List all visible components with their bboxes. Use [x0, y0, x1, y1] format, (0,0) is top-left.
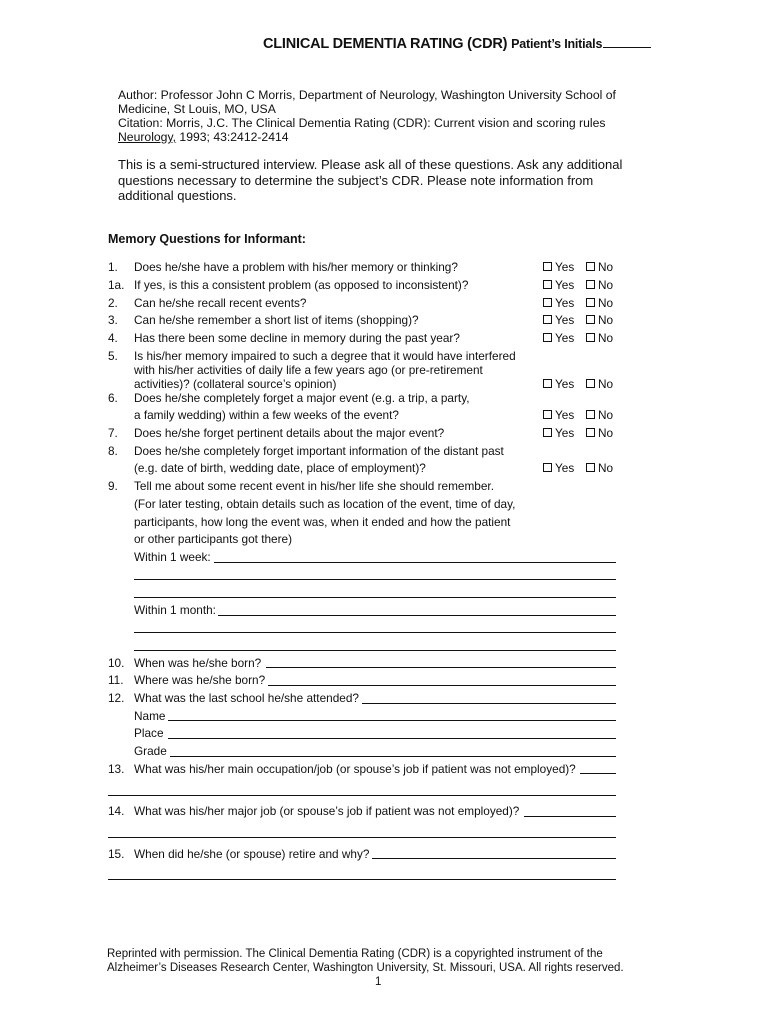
yes-checkbox[interactable] [543, 463, 552, 472]
question-text: When did he/she (or spouse) retire and why? [134, 847, 370, 861]
page-title [263, 36, 651, 52]
yes-no-q4 [543, 331, 574, 345]
no-label: No [598, 331, 614, 345]
question-text: Does he/she completely forget important information of the distant past [134, 444, 504, 458]
question-number: 6. [108, 391, 118, 405]
no-label: No [598, 408, 614, 422]
question-number: 12. [108, 691, 125, 705]
within-week-field[interactable] [134, 597, 616, 598]
yes-no-q1 [543, 260, 574, 274]
school-name-field[interactable] [168, 720, 616, 721]
question-number: 11. [108, 673, 124, 687]
within-month-field[interactable] [218, 615, 616, 616]
question-number: 1. [108, 260, 118, 274]
question-text: If yes, is this a consistent problem (as opposed to inconsistent)? [134, 278, 469, 292]
school-grade-label: Grade [134, 744, 167, 758]
no-option-q1 [586, 260, 613, 274]
yes-checkbox[interactable] [543, 280, 552, 289]
last-school-field[interactable] [362, 703, 616, 704]
intro-line: questions necessary to determine the subject’s CDR. Please note information from [118, 172, 594, 188]
birth-date-field[interactable] [266, 667, 616, 668]
within-week-label: Within 1 week: [134, 550, 211, 564]
no-checkbox[interactable] [586, 262, 595, 271]
footer-line: Alzheimer’s Diseases Research Center, Washington University, St. Missouri, USA. All rights reserved. [107, 962, 624, 974]
major-job-field[interactable] [524, 816, 616, 817]
yes-no-q7 [543, 426, 574, 440]
no-label: No [598, 278, 614, 292]
page-number: 1 [375, 976, 382, 988]
question-text: Does he/she completely forget a major event (e.g. a trip, a party, [134, 391, 470, 405]
no-option-q1a [586, 278, 613, 292]
no-checkbox[interactable] [586, 410, 595, 419]
question-text: participants, how long the event was, when it ended and how the patient [134, 515, 511, 529]
no-option-q4 [586, 331, 613, 345]
question-text: What was his/her main occupation/job (or spouse’s job if patient was not employed)? [134, 762, 576, 776]
intro-line: This is a semi-structured interview. Please ask all of these questions. Ask any additional [118, 157, 623, 172]
question-text: a family wedding) within a few weeks of the event? [134, 408, 399, 422]
question-text: What was his/her major job (or spouse’s job if patient was not employed)? [134, 804, 520, 818]
yes-checkbox[interactable] [543, 333, 552, 342]
no-label: No [598, 313, 614, 327]
school-name-label: Name [134, 709, 166, 723]
question-text: What was the last school he/she attended? [134, 691, 359, 705]
question-text: Is his/her memory impaired to such a degree that it would have interfered [134, 349, 516, 363]
no-option-q2 [586, 296, 613, 310]
within-week-field[interactable] [134, 579, 616, 580]
patient-initials-field[interactable] [603, 47, 651, 48]
yes-checkbox[interactable] [543, 298, 552, 307]
yes-label: Yes [555, 377, 575, 391]
question-number: 14. [108, 804, 125, 818]
yes-label: Yes [555, 408, 575, 422]
no-label: No [598, 461, 614, 475]
question-number: 2. [108, 296, 118, 310]
no-checkbox[interactable] [586, 315, 595, 324]
question-number: 15. [108, 847, 125, 861]
no-option-q8 [586, 461, 613, 475]
yes-label: Yes [555, 260, 575, 274]
yes-label: Yes [555, 461, 575, 475]
no-checkbox[interactable] [586, 463, 595, 472]
question-text: activities)? (collateral source’s opinion) [134, 377, 337, 391]
school-place-field[interactable] [168, 738, 616, 739]
question-number: 9. [108, 479, 118, 493]
patient-initials-label: Patient’s Initials [511, 37, 603, 51]
main-occupation-field[interactable] [108, 795, 616, 796]
question-number: 5. [108, 349, 118, 363]
question-text: Where was he/she born? [134, 673, 266, 687]
yes-checkbox[interactable] [543, 379, 552, 388]
question-text: Does he/she forget pertinent details about the major event? [134, 426, 445, 440]
author-line-2: Medicine, St Louis, MO, USA [118, 102, 276, 116]
yes-label: Yes [555, 426, 575, 440]
yes-checkbox[interactable] [543, 410, 552, 419]
intro-line: additional questions. [118, 188, 237, 203]
question-number: 7. [108, 426, 118, 440]
journal-ref: 1993; 43:2412-2414 [176, 130, 289, 144]
main-occupation-field[interactable] [580, 773, 616, 774]
no-option-q5 [586, 377, 613, 391]
question-number: 13. [108, 762, 125, 776]
yes-label: Yes [555, 313, 575, 327]
yes-no-q8 [543, 461, 574, 475]
copyright-footer [107, 947, 624, 975]
within-month-label: Within 1 month: [134, 603, 216, 617]
question-text: Has there been some decline in memory during the past year? [134, 331, 460, 345]
yes-no-q2 [543, 296, 574, 310]
question-text: Does he/she have a problem with his/her memory or thinking? [134, 260, 458, 274]
question-number: 10. [108, 656, 125, 670]
yes-no-q6 [543, 408, 574, 422]
journal-name: Neurology, [118, 130, 177, 144]
footer-line: Reprinted with permission. The Clinical Dementia Rating (CDR) is a copyrighted instrument of the [107, 948, 603, 960]
author-line-1: Author: Professor John C Morris, Department of Neurology, Washington University School of [118, 88, 616, 102]
retirement-field[interactable] [372, 858, 616, 859]
yes-checkbox[interactable] [543, 262, 552, 271]
retirement-field[interactable] [108, 879, 616, 880]
citation-line-2 [118, 130, 289, 145]
no-label: No [598, 296, 614, 310]
no-option-q3 [586, 313, 613, 327]
intro-paragraph [118, 157, 622, 204]
question-text: with his/her activities of daily life a few years ago (or pre-retirement [134, 363, 483, 377]
no-checkbox[interactable] [586, 333, 595, 342]
question-text: Can he/she remember a short list of items (shopping)? [134, 313, 419, 327]
section-title: Memory Questions for Informant: [108, 232, 306, 246]
no-checkbox[interactable] [586, 298, 595, 307]
question-text: (For later testing, obtain details such as location of the event, time of day, [134, 497, 516, 511]
question-number: 3. [108, 313, 118, 327]
school-place-label: Place [134, 726, 164, 740]
yes-label: Yes [555, 331, 575, 345]
question-number: 8. [108, 444, 118, 458]
yes-label: Yes [555, 278, 575, 292]
no-label: No [598, 377, 614, 391]
yes-checkbox[interactable] [543, 428, 552, 437]
question-number: 4. [108, 331, 118, 345]
question-number: 1a. [108, 278, 125, 292]
within-week-field[interactable] [214, 562, 616, 563]
major-job-field[interactable] [108, 837, 616, 838]
citation-line-1: Citation: Morris, J.C. The Clinical Dementia Rating (CDR): Current vision and scoring rules [118, 116, 606, 130]
birth-place-field[interactable] [268, 685, 616, 686]
question-text: (e.g. date of birth, wedding date, place of employment)? [134, 461, 426, 475]
no-option-q7 [586, 426, 613, 440]
question-text: or other participants got there) [134, 532, 293, 546]
yes-no-q3 [543, 313, 574, 327]
no-label: No [598, 426, 614, 440]
within-month-field[interactable] [134, 632, 616, 633]
yes-checkbox[interactable] [543, 315, 552, 324]
yes-no-q5 [543, 377, 574, 391]
question-text: Can he/she recall recent events? [134, 296, 307, 310]
form-title: CLINICAL DEMENTIA RATING (CDR) [263, 36, 508, 52]
no-checkbox[interactable] [586, 280, 595, 289]
no-label: No [598, 260, 614, 274]
no-checkbox[interactable] [586, 428, 595, 437]
question-text: Tell me about some recent event in his/her life she should remember. [134, 479, 494, 493]
yes-label: Yes [555, 296, 575, 310]
no-checkbox[interactable] [586, 379, 595, 388]
question-text: When was he/she born? [134, 656, 262, 670]
school-grade-field[interactable] [170, 756, 616, 757]
no-option-q6 [586, 408, 613, 422]
within-month-field[interactable] [134, 650, 616, 651]
yes-no-q1a [543, 278, 574, 292]
